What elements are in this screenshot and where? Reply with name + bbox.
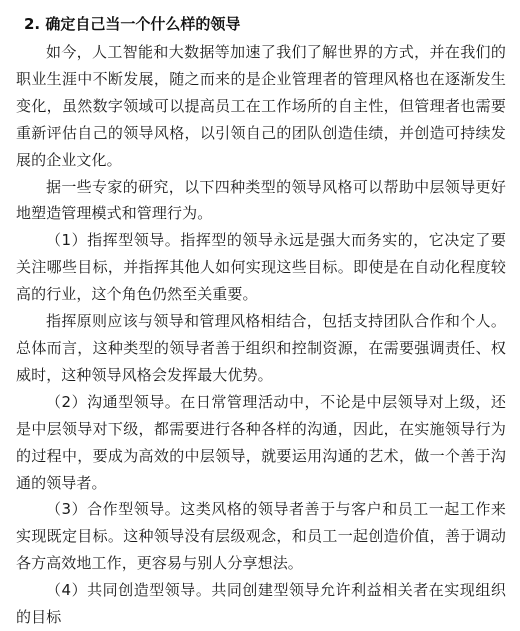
paragraph-co-creative-leader: （4）共同创造型领导。共同创建型领导允许利益相关者在实现组织的目标: [16, 581, 506, 627]
section-heading: 2. 确定自己当一个什么样的领导: [24, 15, 241, 33]
paragraph-research: 据一些专家的研究，以下四种类型的领导风格可以帮助中层领导更好地塑造管理模式和管理行为。: [16, 177, 506, 223]
paragraph-directive-principle: 指挥原则应该与领导和管理风格相结合，包括支持团队合作和个人。总体而言，这种类型的领导者善于组织和控制资源，在需要强调责任、权威时，这种领导风格会发挥最大优势。: [16, 312, 506, 384]
paragraph-intro: 如今，人工智能和大数据等加速了我们了解世界的方式，并在我们的职业生涯中不断发展，随之而来的是企业管理者的管理风格也在逐渐发生变化，虽然数字领域可以提高员工在工作场所的自主性，但管理者也需要重新评估自己的领导风格，以引领自己的团队创造佳绩，并创造可持续发展的企业文化。: [16, 43, 506, 169]
paragraph-cooperative-leader: （3）合作型领导。这类风格的领导者善于与客户和员工一起工作来实现既定目标。这种领导没有层级观念，和员工一起创造价值，善于调动各方高效地工作，更容易与别人分享想法。: [16, 500, 506, 573]
paragraph-directive-leader: （1）指挥型领导。指挥型的领导永远是强大而务实的，它决定了要关注哪些目标，并指挥其他人如何实现这些目标。即使是在自动化程度较高的行业，这个角色仍然至关重要。: [16, 231, 506, 304]
paragraph-communicative-leader: （2）沟通型领导。在日常管理活动中，不论是中层领导对上级，还是中层领导对下级，都需要进行各种各样的沟通，因此，在实施领导行为的过程中，要成为高效的中层领导，就要运用沟通的艺术，做一个善于沟通的领导者。: [16, 392, 506, 492]
